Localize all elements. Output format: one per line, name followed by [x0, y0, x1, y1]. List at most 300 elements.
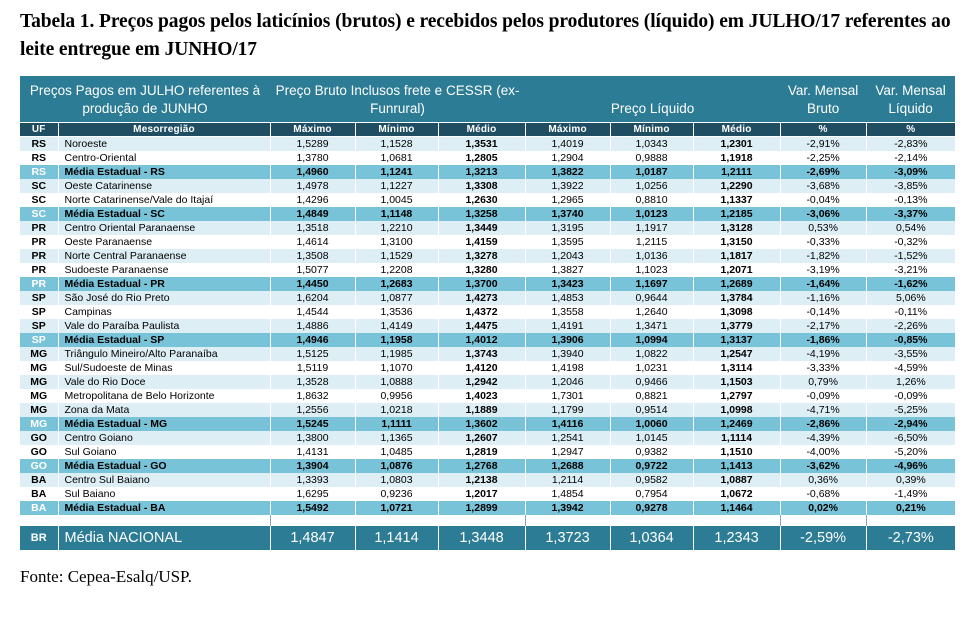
cell-bruto-medio: 1,3213 — [438, 165, 525, 179]
cell-liquido-maximo: 1,4019 — [525, 137, 610, 152]
cell-national-liquido-minimo: 1,0364 — [610, 526, 693, 550]
cell-mesorregiao: Média Estadual - PR — [58, 277, 270, 291]
cell-bruto-maximo: 1,6295 — [270, 487, 355, 501]
cell-bruto-maximo: 1,5289 — [270, 137, 355, 152]
spacer-cell — [780, 515, 866, 526]
table-row — [20, 249, 955, 263]
cell-var-mensal-liquido: -0,32% — [866, 235, 955, 249]
cell-liquido-maximo: 1,4853 — [525, 291, 610, 305]
table-row — [20, 389, 955, 403]
cell-liquido-maximo: 1,3940 — [525, 347, 610, 361]
cell-bruto-maximo: 1,4544 — [270, 305, 355, 319]
cell-mesorregiao: Média Estadual - SP — [58, 333, 270, 347]
cell-mesorregiao: Vale do Paraíba Paulista — [58, 319, 270, 333]
table-row — [20, 179, 955, 193]
cell-uf: MG — [20, 403, 58, 417]
cell-var-mensal-liquido: -0,85% — [866, 333, 955, 347]
cell-liquido-minimo: 1,0256 — [610, 179, 693, 193]
cell-bruto-maximo: 1,4450 — [270, 277, 355, 291]
cell-uf: RS — [20, 165, 58, 179]
cell-mesorregiao: Centro Oriental Paranaense — [58, 221, 270, 235]
cell-liquido-minimo: 0,9582 — [610, 473, 693, 487]
cell-var-mensal-liquido: 0,39% — [866, 473, 955, 487]
cell-bruto-maximo: 1,4946 — [270, 333, 355, 347]
cell-uf: PR — [20, 221, 58, 235]
table-row — [20, 445, 955, 459]
cell-bruto-medio: 1,4159 — [438, 235, 525, 249]
cell-liquido-maximo: 1,3195 — [525, 221, 610, 235]
cell-liquido-maximo: 1,2114 — [525, 473, 610, 487]
cell-bruto-maximo: 1,3904 — [270, 459, 355, 473]
cell-national-var-mensal-liquido: -2,73% — [866, 526, 955, 550]
spacer-cell — [355, 515, 438, 526]
cell-liquido-minimo: 1,0060 — [610, 417, 693, 431]
cell-liquido-minimo: 1,1023 — [610, 263, 693, 277]
cell-bruto-medio: 1,3700 — [438, 277, 525, 291]
column-header-row — [20, 123, 955, 137]
cell-bruto-medio: 1,1889 — [438, 403, 525, 417]
cell-mesorregiao: Sul/Sudoeste de Minas — [58, 361, 270, 375]
cell-national-liquido-medio: 1,2343 — [693, 526, 780, 550]
cell-uf: MG — [20, 417, 58, 431]
col-header-var-mensal-bruto: % — [780, 123, 866, 137]
cell-label-national: Média NACIONAL — [58, 526, 270, 550]
table-row — [20, 193, 955, 207]
cell-bruto-maximo: 1,4849 — [270, 207, 355, 221]
cell-bruto-maximo: 1,5125 — [270, 347, 355, 361]
cell-liquido-maximo: 1,2965 — [525, 193, 610, 207]
cell-liquido-medio: 1,2547 — [693, 347, 780, 361]
cell-liquido-maximo: 1,3423 — [525, 277, 610, 291]
cell-liquido-maximo: 1,2688 — [525, 459, 610, 473]
cell-liquido-maximo: 1,3906 — [525, 333, 610, 347]
cell-bruto-minimo: 1,1241 — [355, 165, 438, 179]
cell-liquido-medio: 1,2071 — [693, 263, 780, 277]
spacer-cell — [58, 515, 270, 526]
cell-national-liquido-maximo: 1,3723 — [525, 526, 610, 550]
cell-var-mensal-bruto: -1,86% — [780, 333, 866, 347]
cell-liquido-medio: 1,2689 — [693, 277, 780, 291]
cell-liquido-maximo: 1,3740 — [525, 207, 610, 221]
cell-bruto-maximo: 1,4978 — [270, 179, 355, 193]
table-row — [20, 375, 955, 389]
cell-liquido-maximo: 1,2046 — [525, 375, 610, 389]
cell-liquido-minimo: 0,9888 — [610, 151, 693, 165]
cell-var-mensal-liquido: 0,54% — [866, 221, 955, 235]
cell-bruto-medio: 1,3308 — [438, 179, 525, 193]
cell-var-mensal-bruto: -0,33% — [780, 235, 866, 249]
cell-var-mensal-liquido: 5,06% — [866, 291, 955, 305]
cell-liquido-maximo: 1,4116 — [525, 417, 610, 431]
cell-var-mensal-bruto: -4,19% — [780, 347, 866, 361]
prices-table-container — [20, 76, 955, 550]
table-row — [20, 151, 955, 165]
cell-var-mensal-liquido: -5,25% — [866, 403, 955, 417]
cell-bruto-maximo: 1,5492 — [270, 501, 355, 515]
cell-uf: PR — [20, 249, 58, 263]
cell-mesorregiao: Noroeste — [58, 137, 270, 152]
cell-bruto-medio: 1,3449 — [438, 221, 525, 235]
cell-var-mensal-bruto: -4,39% — [780, 431, 866, 445]
cell-bruto-maximo: 1,3800 — [270, 431, 355, 445]
cell-var-mensal-bruto: -0,14% — [780, 305, 866, 319]
table-row-state-average — [20, 417, 955, 431]
cell-mesorregiao: Oeste Catarinense — [58, 179, 270, 193]
cell-uf: PR — [20, 263, 58, 277]
prices-table — [20, 76, 955, 550]
cell-mesorregiao: Vale do Rio Doce — [58, 375, 270, 389]
cell-mesorregiao: Média Estadual - RS — [58, 165, 270, 179]
cell-uf: SC — [20, 179, 58, 193]
col-header-mesorregiao: Mesorregião — [58, 123, 270, 137]
cell-var-mensal-bruto: -3,62% — [780, 459, 866, 473]
cell-var-mensal-bruto: -3,68% — [780, 179, 866, 193]
cell-var-mensal-bruto: -2,69% — [780, 165, 866, 179]
cell-mesorregiao: Sul Baiano — [58, 487, 270, 501]
table-row — [20, 319, 955, 333]
cell-bruto-minimo: 1,2208 — [355, 263, 438, 277]
cell-liquido-minimo: 1,0231 — [610, 361, 693, 375]
cell-var-mensal-liquido: -3,09% — [866, 165, 955, 179]
header-group-left: Preços Pagos em JULHO referentes à produção de JUNHO — [20, 76, 270, 122]
cell-mesorregiao: Metropolitana de Belo Horizonte — [58, 389, 270, 403]
cell-national-bruto-minimo: 1,1414 — [355, 526, 438, 550]
cell-bruto-minimo: 1,3100 — [355, 235, 438, 249]
spacer-cell — [693, 515, 780, 526]
cell-var-mensal-liquido: -1,62% — [866, 277, 955, 291]
cell-var-mensal-liquido: -1,52% — [866, 249, 955, 263]
cell-uf: SP — [20, 333, 58, 347]
cell-bruto-minimo: 1,0803 — [355, 473, 438, 487]
cell-liquido-medio: 1,2111 — [693, 165, 780, 179]
page-title: Tabela 1. Preços pagos pelos laticínios (brutos) e recebidos pelos produtores (líquido) em JULHO/17 referentes ao leite entregue em JUNHO/17 — [20, 11, 951, 60]
cell-bruto-maximo: 1,3508 — [270, 249, 355, 263]
cell-bruto-maximo: 1,4296 — [270, 193, 355, 207]
cell-liquido-maximo: 1,4854 — [525, 487, 610, 501]
cell-var-mensal-bruto: -2,25% — [780, 151, 866, 165]
cell-bruto-minimo: 1,0888 — [355, 375, 438, 389]
col-header-liquido-minimo: Mínimo — [610, 123, 693, 137]
cell-bruto-medio: 1,4120 — [438, 361, 525, 375]
cell-liquido-maximo: 1,4191 — [525, 319, 610, 333]
cell-mesorregiao: Campinas — [58, 305, 270, 319]
cell-liquido-minimo: 1,0123 — [610, 207, 693, 221]
table-row — [20, 291, 955, 305]
cell-var-mensal-liquido: -1,49% — [866, 487, 955, 501]
col-header-liquido-medio: Médio — [693, 123, 780, 137]
cell-uf: SP — [20, 291, 58, 305]
cell-liquido-medio: 1,3137 — [693, 333, 780, 347]
cell-liquido-medio: 1,1503 — [693, 375, 780, 389]
cell-liquido-minimo: 1,0136 — [610, 249, 693, 263]
cell-bruto-maximo: 1,2556 — [270, 403, 355, 417]
table-row-state-average — [20, 459, 955, 473]
cell-liquido-minimo: 1,0187 — [610, 165, 693, 179]
cell-liquido-medio: 1,0672 — [693, 487, 780, 501]
table-row — [20, 305, 955, 319]
cell-uf: GO — [20, 431, 58, 445]
table-row-national-average — [20, 526, 955, 550]
cell-bruto-medio: 1,2607 — [438, 431, 525, 445]
cell-bruto-medio: 1,4475 — [438, 319, 525, 333]
cell-var-mensal-bruto: -0,68% — [780, 487, 866, 501]
cell-var-mensal-liquido: -2,14% — [866, 151, 955, 165]
table-row — [20, 137, 955, 152]
cell-var-mensal-liquido: 1,26% — [866, 375, 955, 389]
cell-liquido-maximo: 1,4198 — [525, 361, 610, 375]
cell-liquido-maximo: 1,7301 — [525, 389, 610, 403]
cell-liquido-maximo: 1,2043 — [525, 249, 610, 263]
cell-bruto-maximo: 1,5077 — [270, 263, 355, 277]
cell-bruto-minimo: 1,1958 — [355, 333, 438, 347]
cell-liquido-maximo: 1,3822 — [525, 165, 610, 179]
header-group-row — [20, 76, 955, 122]
cell-bruto-minimo: 0,9236 — [355, 487, 438, 501]
cell-bruto-medio: 1,3280 — [438, 263, 525, 277]
cell-bruto-maximo: 1,4960 — [270, 165, 355, 179]
cell-mesorregiao: Média Estadual - SC — [58, 207, 270, 221]
table-row — [20, 347, 955, 361]
cell-var-mensal-bruto: 0,02% — [780, 501, 866, 515]
cell-liquido-medio: 1,2185 — [693, 207, 780, 221]
cell-liquido-medio: 1,0887 — [693, 473, 780, 487]
cell-bruto-minimo: 1,1985 — [355, 347, 438, 361]
cell-liquido-medio: 1,2469 — [693, 417, 780, 431]
cell-var-mensal-bruto: -1,64% — [780, 277, 866, 291]
cell-var-mensal-liquido: -3,85% — [866, 179, 955, 193]
header-group-var-bruto: Var. Mensal Bruto — [780, 76, 866, 122]
cell-uf: MG — [20, 361, 58, 375]
cell-bruto-medio: 1,2942 — [438, 375, 525, 389]
table-head — [20, 76, 955, 136]
cell-bruto-maximo: 1,3393 — [270, 473, 355, 487]
cell-liquido-minimo: 1,0343 — [610, 137, 693, 152]
cell-bruto-medio: 1,2768 — [438, 459, 525, 473]
cell-var-mensal-liquido: -4,96% — [866, 459, 955, 473]
cell-uf: BA — [20, 501, 58, 515]
cell-uf: PR — [20, 277, 58, 291]
cell-mesorregiao: Centro Sul Baiano — [58, 473, 270, 487]
cell-bruto-minimo: 1,1111 — [355, 417, 438, 431]
cell-mesorregiao: Zona da Mata — [58, 403, 270, 417]
cell-var-mensal-liquido: -5,20% — [866, 445, 955, 459]
cell-bruto-maximo: 1,5245 — [270, 417, 355, 431]
col-header-var-mensal-liquido: % — [866, 123, 955, 137]
cell-mesorregiao: Centro Goiano — [58, 431, 270, 445]
cell-var-mensal-bruto: -0,09% — [780, 389, 866, 403]
cell-bruto-minimo: 1,0681 — [355, 151, 438, 165]
cell-var-mensal-bruto: 0,53% — [780, 221, 866, 235]
cell-bruto-minimo: 1,1070 — [355, 361, 438, 375]
cell-bruto-minimo: 1,2683 — [355, 277, 438, 291]
cell-liquido-medio: 1,2797 — [693, 389, 780, 403]
cell-uf: RS — [20, 137, 58, 152]
cell-bruto-medio: 1,3531 — [438, 137, 525, 152]
cell-bruto-medio: 1,3258 — [438, 207, 525, 221]
cell-liquido-minimo: 1,0145 — [610, 431, 693, 445]
cell-bruto-medio: 1,3743 — [438, 347, 525, 361]
cell-bruto-maximo: 1,3528 — [270, 375, 355, 389]
cell-liquido-maximo: 1,3922 — [525, 179, 610, 193]
cell-liquido-minimo: 0,8810 — [610, 193, 693, 207]
cell-bruto-minimo: 1,1365 — [355, 431, 438, 445]
cell-uf: BA — [20, 473, 58, 487]
cell-uf: GO — [20, 459, 58, 473]
cell-var-mensal-bruto: -1,16% — [780, 291, 866, 305]
cell-bruto-minimo: 1,0218 — [355, 403, 438, 417]
cell-bruto-maximo: 1,8632 — [270, 389, 355, 403]
header-group-liquido: Preço Líquido — [525, 76, 780, 122]
cell-liquido-medio: 1,1464 — [693, 501, 780, 515]
source-note: Fonte: Cepea-Esalq/USP. — [20, 567, 192, 587]
cell-liquido-maximo: 1,2904 — [525, 151, 610, 165]
cell-uf: MG — [20, 389, 58, 403]
cell-uf: GO — [20, 445, 58, 459]
cell-bruto-minimo: 1,1227 — [355, 179, 438, 193]
cell-bruto-medio: 1,2819 — [438, 445, 525, 459]
cell-liquido-minimo: 0,9644 — [610, 291, 693, 305]
cell-mesorregiao: Sul Goiano — [58, 445, 270, 459]
cell-bruto-minimo: 1,4149 — [355, 319, 438, 333]
table-row — [20, 221, 955, 235]
cell-liquido-maximo: 1,1799 — [525, 403, 610, 417]
spacer-cell — [20, 515, 58, 526]
cell-liquido-medio: 1,2290 — [693, 179, 780, 193]
cell-var-mensal-bruto: -2,91% — [780, 137, 866, 152]
col-header-bruto-maximo: Máximo — [270, 123, 355, 137]
table-row — [20, 361, 955, 375]
cell-bruto-minimo: 1,1529 — [355, 249, 438, 263]
cell-var-mensal-bruto: 0,79% — [780, 375, 866, 389]
cell-bruto-medio: 1,2899 — [438, 501, 525, 515]
table-row — [20, 487, 955, 501]
cell-liquido-maximo: 1,3558 — [525, 305, 610, 319]
cell-liquido-minimo: 1,3471 — [610, 319, 693, 333]
cell-mesorregiao: Média Estadual - BA — [58, 501, 270, 515]
spacer-cell — [438, 515, 525, 526]
cell-uf: SC — [20, 193, 58, 207]
cell-bruto-medio: 1,4023 — [438, 389, 525, 403]
spacer-cell — [270, 515, 355, 526]
cell-liquido-minimo: 1,0822 — [610, 347, 693, 361]
cell-liquido-minimo: 0,9722 — [610, 459, 693, 473]
cell-bruto-medio: 1,4273 — [438, 291, 525, 305]
cell-bruto-minimo: 1,0876 — [355, 459, 438, 473]
table-row — [20, 235, 955, 249]
header-group-var-liquido: Var. Mensal Líquido — [866, 76, 955, 122]
cell-var-mensal-liquido: -6,50% — [866, 431, 955, 445]
cell-liquido-medio: 1,3784 — [693, 291, 780, 305]
col-header-liquido-maximo: Máximo — [525, 123, 610, 137]
cell-liquido-maximo: 1,3595 — [525, 235, 610, 249]
cell-national-var-mensal-bruto: -2,59% — [780, 526, 866, 550]
cell-bruto-medio: 1,2630 — [438, 193, 525, 207]
cell-bruto-maximo: 1,3780 — [270, 151, 355, 165]
table-row — [20, 403, 955, 417]
cell-bruto-maximo: 1,4886 — [270, 319, 355, 333]
cell-liquido-maximo: 1,3827 — [525, 263, 610, 277]
cell-mesorregiao: Média Estadual - MG — [58, 417, 270, 431]
table-row — [20, 473, 955, 487]
table-row-state-average — [20, 207, 955, 221]
cell-liquido-minimo: 1,0994 — [610, 333, 693, 347]
cell-bruto-minimo: 1,3536 — [355, 305, 438, 319]
cell-bruto-medio: 1,4372 — [438, 305, 525, 319]
cell-liquido-medio: 1,1413 — [693, 459, 780, 473]
cell-var-mensal-bruto: 0,36% — [780, 473, 866, 487]
table-row — [20, 431, 955, 445]
cell-var-mensal-liquido: -3,37% — [866, 207, 955, 221]
cell-bruto-medio: 1,3278 — [438, 249, 525, 263]
cell-bruto-minimo: 1,1528 — [355, 137, 438, 152]
cell-var-mensal-liquido: -0,09% — [866, 389, 955, 403]
cell-uf: SP — [20, 319, 58, 333]
table-body — [20, 137, 955, 551]
cell-mesorregiao: Norte Central Paranaense — [58, 249, 270, 263]
cell-bruto-maximo: 1,4614 — [270, 235, 355, 249]
cell-var-mensal-liquido: 0,21% — [866, 501, 955, 515]
cell-liquido-minimo: 0,9466 — [610, 375, 693, 389]
cell-national-bruto-medio: 1,3448 — [438, 526, 525, 550]
spacer-cell — [866, 515, 955, 526]
cell-liquido-medio: 1,3098 — [693, 305, 780, 319]
cell-liquido-medio: 1,0998 — [693, 403, 780, 417]
spacer-cell — [525, 515, 610, 526]
table-row-state-average — [20, 165, 955, 179]
cell-liquido-minimo: 0,7954 — [610, 487, 693, 501]
cell-mesorregiao: Sudoeste Paranaense — [58, 263, 270, 277]
cell-uf: SC — [20, 207, 58, 221]
cell-bruto-minimo: 0,9956 — [355, 389, 438, 403]
cell-bruto-maximo: 1,3518 — [270, 221, 355, 235]
table-row-state-average — [20, 501, 955, 515]
table-row-state-average — [20, 277, 955, 291]
cell-liquido-maximo: 1,2541 — [525, 431, 610, 445]
cell-var-mensal-liquido: -2,26% — [866, 319, 955, 333]
cell-liquido-medio: 1,3150 — [693, 235, 780, 249]
cell-uf: MG — [20, 375, 58, 389]
cell-bruto-minimo: 1,0877 — [355, 291, 438, 305]
cell-uf: RS — [20, 151, 58, 165]
cell-var-mensal-liquido: -2,94% — [866, 417, 955, 431]
cell-liquido-medio: 1,1114 — [693, 431, 780, 445]
cell-liquido-minimo: 1,1917 — [610, 221, 693, 235]
cell-mesorregiao: Oeste Paranaense — [58, 235, 270, 249]
cell-liquido-maximo: 1,3942 — [525, 501, 610, 515]
cell-var-mensal-liquido: -0,13% — [866, 193, 955, 207]
cell-bruto-minimo: 1,2210 — [355, 221, 438, 235]
cell-var-mensal-bruto: -3,33% — [780, 361, 866, 375]
cell-uf: BA — [20, 487, 58, 501]
col-header-bruto-medio: Médio — [438, 123, 525, 137]
cell-var-mensal-bruto: -4,00% — [780, 445, 866, 459]
cell-liquido-minimo: 1,2640 — [610, 305, 693, 319]
header-group-bruto: Preço Bruto Inclusos frete e CESSR (ex-Funrural) — [270, 76, 525, 122]
cell-uf-national: BR — [20, 526, 58, 550]
col-header-bruto-minimo: Mínimo — [355, 123, 438, 137]
cell-bruto-maximo: 1,6204 — [270, 291, 355, 305]
cell-uf: PR — [20, 235, 58, 249]
cell-bruto-medio: 1,3602 — [438, 417, 525, 431]
cell-var-mensal-bruto: -0,04% — [780, 193, 866, 207]
cell-var-mensal-bruto: -3,19% — [780, 263, 866, 277]
col-header-uf: UF — [20, 123, 58, 137]
cell-liquido-medio: 1,1337 — [693, 193, 780, 207]
cell-bruto-maximo: 1,5119 — [270, 361, 355, 375]
cell-liquido-minimo: 0,9514 — [610, 403, 693, 417]
cell-var-mensal-bruto: -2,86% — [780, 417, 866, 431]
cell-var-mensal-bruto: -4,71% — [780, 403, 866, 417]
